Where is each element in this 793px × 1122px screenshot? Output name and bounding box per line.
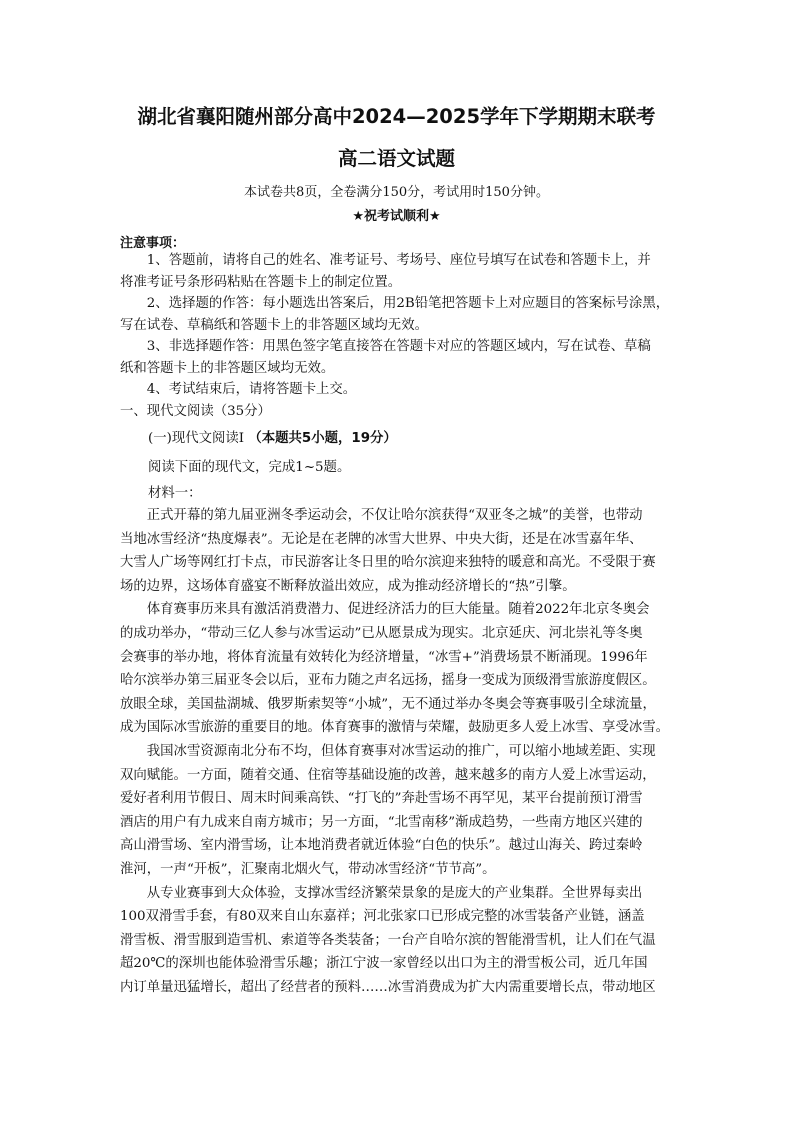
article-line: 放眼全球，美国盐湖城、俄罗斯索契等“小城”，无不通过举办冬奥会等赛事吸引全球流量，	[120, 696, 656, 712]
notice-line: 4、考试结束后，请将答题卡上交。	[120, 382, 357, 397]
notice-list	[120, 250, 680, 401]
exam-subtitle: 高二语文试题	[337, 147, 455, 170]
section-title: 一、现代文阅读（35分）	[120, 404, 271, 419]
notice-line: 2、选择题的作答：每小题选出答案后，用2B铅笔把答题卡上对应题目的答案标号涂黑，	[120, 296, 670, 311]
reading-instruction: 阅读下面的现代文，完成1~5题。	[148, 460, 351, 475]
article-line: 大雪人广场等网红打卡点，市民游客让冬日里的哈尔滨迎来独特的暖意和高光。不受限于赛	[120, 555, 656, 571]
article-line: 体育赛事历来具有激活消费潜力、促进经济活力的巨大能量。随着2022年北京冬奥会	[120, 602, 650, 618]
article-line: 从专业赛事到大众体验，支撑冰雪经济繁荣景象的是庞大的产业集群。全世界每卖出	[120, 885, 643, 901]
exam-info: 本试卷共8页，全卷满分150分，考试用时150分钟。	[244, 185, 549, 200]
notice-line: 3、非选择题作答：用黑色签字笔直接答在答题卡对应的答题区域内，写在试卷、草稿	[120, 339, 651, 354]
article-line: 超20℃的深圳也能体验滑雪乐趣；浙江宁波一家曾经以出口为主的滑雪板公司，近几年国	[120, 956, 648, 972]
article-line: 酒店的用户有九成来自南方城市；另一方面，“北雪南移”渐成趋势，一些南方地区兴建的	[120, 814, 643, 830]
article-line: 淮河，一声“开板”，汇聚南北烟火气，带动冰雪经济“节节高”。	[120, 861, 496, 877]
notice-line: 纸和答题卡上的非答题区域均无效。	[120, 360, 335, 376]
article-line: 当地冰雪经济“热度爆表”。无论是在老牌的冰雪大世界、中央大街，还是在冰雪嘉年华、	[120, 531, 643, 547]
article-line: 高山滑雪场、室内滑雪场，让本地消费者就近体验“白色的快乐”。越过山海关、跨过秦岭	[120, 838, 643, 854]
article-line: 双向赋能。一方面，随着交通、住宿等基础设施的改善，越来越多的南方人爱上冰雪运动，	[120, 767, 656, 783]
article-line: 内订单量迅猛增长，超出了经营者的预料……冰雪消费成为扩大内需重要增长点，带动地区	[120, 979, 656, 995]
article-line: 我国冰雪资源南北分布不均，但体育赛事对冰雪运动的推广，可以缩小地域差距、实现	[120, 743, 656, 759]
good-luck-banner: ★祝考试顺利★	[352, 209, 441, 224]
article-line: 场的边界，这场体育盛宴不断释放溢出效应，成为推动经济增长的“热”引擎。	[120, 578, 576, 594]
article-line: 会赛事的举办地，将体育流量有效转化为经济增量，“冰雪+”消费场景不断涌现。1996年	[120, 649, 648, 665]
article-line: 哈尔滨举办第三届亚冬会以后，亚布力随之声名远扬，摇身一变成为顶级滑雪旅游度假区。	[120, 673, 656, 689]
article-line: 100双滑雪手套，有80双来自山东嘉祥；河北张家口已形成完整的冰雪装备产业链，涵盖	[120, 909, 645, 925]
article-line: 成为国际冰雪旅游的重要目的地。体育赛事的激情与荣耀，鼓励更多人爱上冰雪、享受冰雪。	[120, 720, 670, 736]
article-line: 滑雪板、滑雪服到造雪机、索道等各类装备；一台产自哈尔滨的智能滑雪机，让人们在气温	[120, 932, 656, 948]
notice-line: 1、答题前，请将自己的姓名、准考证号、考场号、座位号填写在试卷和答题卡上，并	[120, 253, 651, 268]
material-label: 材料一：	[148, 486, 202, 501]
article-line: 爱好者利用节假日、周末时间乘高铁、“打飞的”奔赴雪场不再罕见，某平台提前预订滑雪	[120, 791, 643, 807]
notice-line: 写在试卷、草稿纸和答题卡上的非答题区域均无效。	[120, 317, 428, 333]
article-body	[120, 504, 680, 999]
article-line: 正式开幕的第九届亚洲冬季运动会，不仅让哈尔滨获得“双亚冬之城”的美誉，也带动	[120, 508, 643, 523]
subsection-title	[148, 427, 397, 446]
article-line: 的成功举办，“带动三亿人参与冰雪运动”已从愿景成为现实。北京延庆、河北崇礼等冬奥	[120, 625, 643, 641]
exam-title: 湖北省襄阳随州部分高中2024—2025学年下学期期末联考	[137, 105, 656, 128]
notice-heading: 注意事项：	[120, 236, 186, 251]
notice-line: 将准考证号条形码粘贴在答题卡上的制定位置。	[120, 274, 402, 290]
subsection-detail: （本题共5小题，19分）	[248, 431, 397, 446]
subsection-prefix: (一)现代文阅读Ⅰ	[148, 431, 245, 446]
